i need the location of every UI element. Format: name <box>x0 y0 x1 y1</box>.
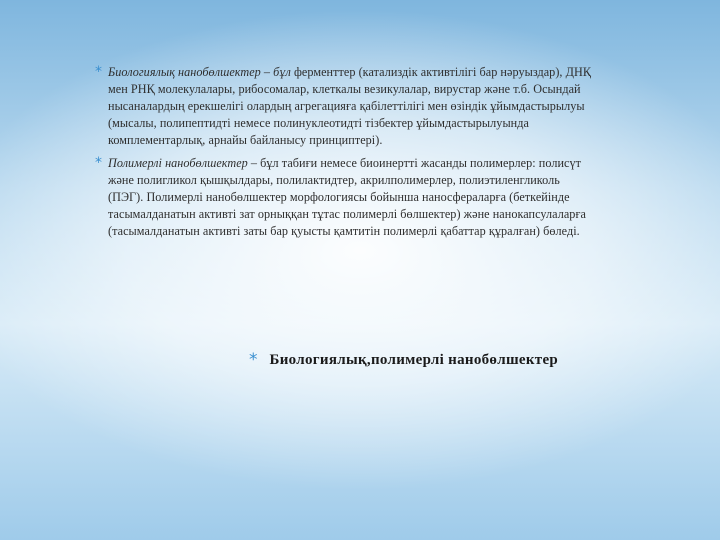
bullet-text: ферменттер (катализдік активтілігі бар нәруыздар), ДНҚ мен РНҚ молекулалары, рибосомалар, клеткалы везикулалар, вирустар және т.б. Осындай нысаналардың ерекшелігі олардың агрегацияға қабілеттілігі мен өзіндік ұйымдастырылуы (мысалы, полипептидті немесе полинуклеотидті тізбектер ұйымдастырылуында комплементарлық, арнайы байланысу принциптері). <box>108 65 592 147</box>
slide-title: Биологиялық,полимерлі нанобөлшектер <box>269 351 559 368</box>
bullet-item-polymer <box>95 155 595 240</box>
slide-title-row <box>249 346 558 374</box>
asterisk-bullet-icon: * <box>249 349 258 370</box>
bullet-term: Полимерлі нанобөлшектер <box>108 156 248 170</box>
bullet-list <box>95 64 595 246</box>
asterisk-bullet-icon: * <box>95 64 103 80</box>
bullet-item-biological <box>95 64 595 149</box>
asterisk-bullet-icon: * <box>95 155 103 171</box>
bullet-text: – бұл табиғи немесе биоинертті жасанды полимерлер: полисүт және полигликол қышқылдары, полилактидтер, акрилполимерлер, полиэтиленгликоль (ПЭГ). Полимерлі нанобөлшектер морфологиясы бойынша наносфераларға (беткейінде тасымалданатын активті зат орныққан тұтас полимерлі бөлшектер) және нанокапсулаларға (тасымалданатын активті заты бар қуысты қамтитін полимерлі қабаттар құралған) бөледі. <box>108 156 586 238</box>
bullet-term: Биологиялық нанобөлшектер – бұл <box>108 65 291 79</box>
